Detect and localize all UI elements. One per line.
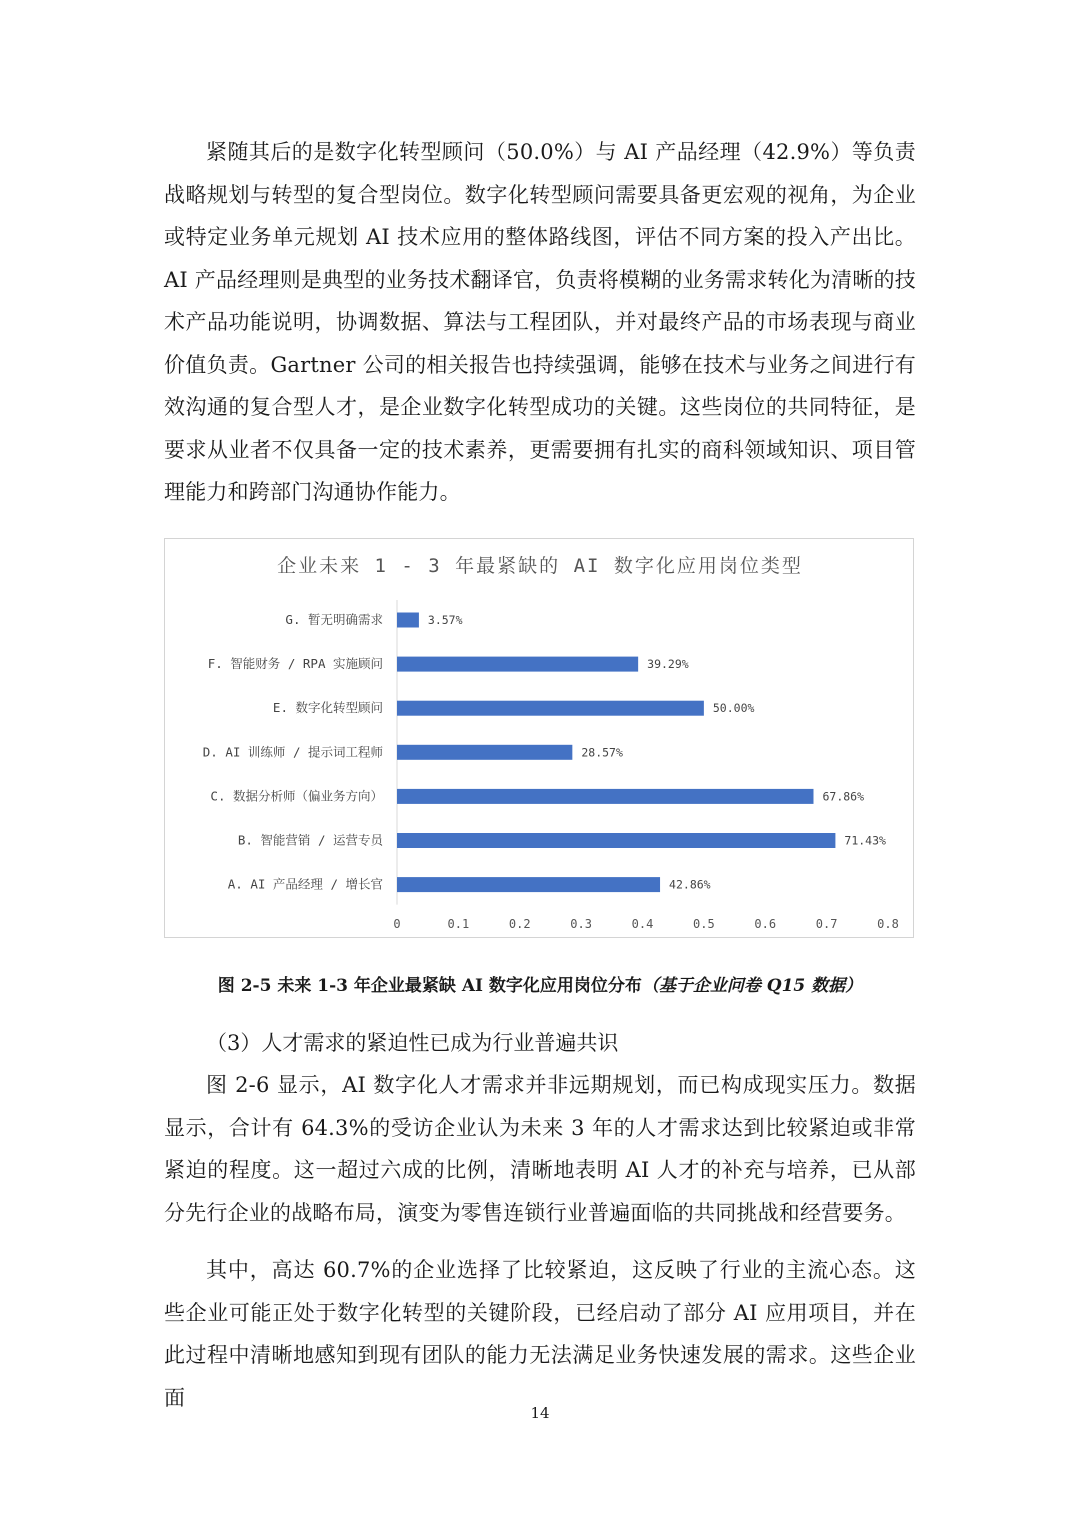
- x-tick-label: 0.4: [631, 917, 654, 931]
- x-tick-label: 0: [393, 917, 401, 931]
- category-label: G. 暂无明确需求: [285, 612, 383, 627]
- data-label: 42.86%: [669, 877, 711, 892]
- x-tick-label: 0.6: [754, 917, 777, 931]
- data-label: 67.86%: [822, 789, 865, 804]
- x-tick-label: 0.7: [815, 917, 838, 931]
- bar: [397, 745, 572, 760]
- x-tick-label: 0.8: [877, 917, 899, 931]
- caption-source: （基于企业问卷 Q15 数据）: [641, 976, 863, 996]
- figure-caption: [164, 968, 916, 1004]
- body-paragraph-3: 其中，高达 60.7%的企业选择了比较紧迫，这反映了行业的主流心态。这些企业可能正处于数字化转型的关键阶段，已经启动了部分 AI 应用项目，并在此过程中清晰地感知到现有团队的能力无法满足业务快速发展的需求。这些企业面: [164, 1258, 916, 1410]
- x-tick-label: 0.2: [508, 917, 531, 931]
- chart-title: 企业未来 1 - 3 年最紧缺的 AI 数字化应用岗位类型: [277, 555, 803, 577]
- x-tick-label: 0.3: [570, 917, 592, 931]
- bar: [397, 613, 419, 628]
- body-paragraph-1: 紧随其后的是数字化转型顾问（50.0%）与 AI 产品经理（42.9%）等负责战略规划与转型的复合型岗位。数字化转型顾问需要具备更宏观的视角，为企业或特定业务单元规划 AI 技术应用的整体路线图，评估不同方案的投入产出比。AI 产品经理则是典型的业务技术翻译官，负责将模糊的业务需求转化为清晰的技术产品功能说明，协调数据、算法与工程团队，并对最终产品的市场表现与商业价值负责。Gartner 公司的相关报告也持续强调，能够在技术与业务之间进行有效沟通的复合型人才，是企业数字化转型成功的关键。这些岗位的共同特征，是要求从业者不仅具备一定的技术素养，更需要拥有扎实的商科领域知识、项目管理能力和跨部门沟通协作能力。: [164, 140, 916, 504]
- page-number: 14: [530, 1404, 550, 1422]
- data-label: 28.57%: [581, 745, 623, 760]
- bar: [397, 789, 813, 804]
- data-label: 3.57%: [427, 613, 463, 627]
- bar: [397, 877, 660, 892]
- bar-chart: [164, 538, 914, 938]
- bar: [397, 657, 638, 672]
- bar: [397, 833, 835, 848]
- data-label: 50.00%: [712, 701, 755, 716]
- x-tick-label: 0.1: [447, 917, 470, 931]
- bar: [397, 701, 704, 716]
- category-label: B. 智能营销 / 运营专员: [237, 832, 383, 848]
- category-label: A. AI 产品经理 / 增长官: [227, 876, 383, 892]
- body-paragraph-2: 图 2-6 显示，AI 数字化人才需求并非远期规划，而已构成现实压力。数据显示，合计有 64.3%的受访企业认为未来 3 年的人才需求达到比较紧迫或非常紧迫的程度。这一超过六成的比例，清晰地表明 AI 人才的补充与培养，已从部分先行企业的战略布局，演变为零售连锁行业普遍面临的共同挑战和经营要务。: [164, 1073, 916, 1225]
- data-label: 71.43%: [844, 833, 886, 848]
- section-subheading: （3）人才需求的紧迫性已成为行业普遍共识: [206, 1031, 619, 1055]
- category-label: E. 数字化转型顾问: [272, 700, 383, 716]
- x-tick-label: 0.5: [693, 917, 715, 931]
- caption-main: 图 2-5 未来 1-3 年企业最紧缺 AI 数字化应用岗位分布: [217, 976, 642, 996]
- category-label: F. 智能财务 / RPA 实施顾问: [207, 656, 383, 672]
- chart-svg: [165, 539, 915, 939]
- category-label: D. AI 训练师 / 提示词工程师: [202, 744, 383, 760]
- data-label: 39.29%: [647, 657, 689, 672]
- category-label: C. 数据分析师（偏业务方向）: [210, 788, 383, 804]
